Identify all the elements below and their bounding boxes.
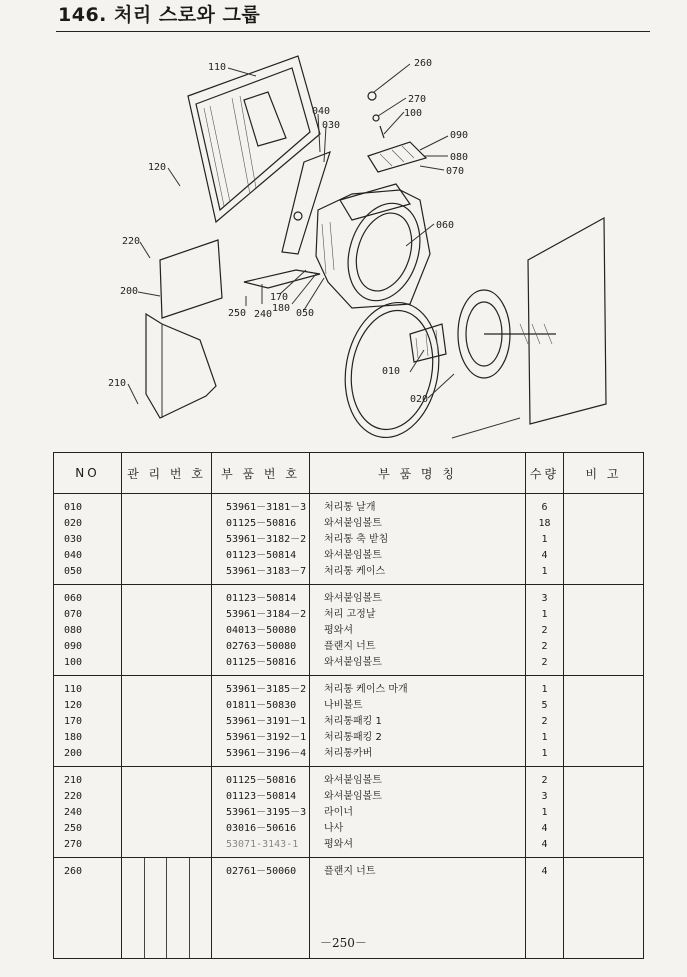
cell-qty: 3 1 2 2 2 [526,585,564,676]
page-number: －250－ [320,936,367,950]
cell-qty: 2 3 1 4 4 [526,767,564,858]
cell-no: 110 120 170 180 200 [54,676,122,767]
cell-part-name: 플랜지 너트 [310,858,526,959]
callout: 040 [312,106,331,117]
table-row-group [54,585,644,676]
header-mgmt-no: 관 리 번 호 [122,453,212,494]
cell-no: 260 [54,858,122,959]
cell-part-no: 02761－50060 [212,858,310,959]
cell-part-name: 와셔붙임볼트 처리 고정날 평와셔 플랜지 너트 와셔붙임볼트 [310,585,526,676]
cell-mgmt [122,585,212,676]
part-shaft-assembly [458,290,556,378]
page-title: 146. 처리 스로와 그룹 [58,4,261,26]
callout: 200 [120,286,139,297]
callout: 180 [272,303,291,314]
callout: 060 [436,220,455,231]
table-row-group [54,494,644,585]
header-qty: 수량 [526,453,564,494]
part-170-packing [244,270,320,288]
callout: 090 [450,130,469,141]
callout: 250 [228,308,247,319]
part-050-case [316,184,432,310]
callout: 070 [446,166,465,177]
cell-no: 060 070 080 090 100 [54,585,122,676]
cell-no: 210 220 240 250 270 [54,767,122,858]
callout: 010 [382,366,401,377]
cell-qty: 1 5 2 1 1 [526,676,564,767]
part-100-bolt [380,126,384,138]
cell-part-name: 처리통 날개 와셔붙임볼트 처리통 축 받침 와셔붙임볼트 처리통 케이스 [310,494,526,585]
callout: 030 [322,120,341,131]
callout: 020 [410,394,429,405]
cell-remark [564,858,644,959]
frame-rod [452,418,520,438]
part-200-cover [146,240,222,418]
callout: 100 [404,108,423,119]
callout: 220 [122,236,141,247]
cell-no: 010 020 030 040 050 [54,494,122,585]
header-part-name: 부 품 명 칭 [310,453,526,494]
part-110-cover-panel [188,56,320,222]
exploded-parts-diagram [0,34,687,452]
cell-remark [564,585,644,676]
callout: 080 [450,152,469,163]
callout: 050 [296,308,315,319]
callout: 120 [148,162,167,173]
cell-part-no: 53961－3185－2 01811－50830 53961－3191－1 53961－3192－1 53961－3196－4 [212,676,310,767]
cell-mgmt [122,767,212,858]
cell-remark [564,494,644,585]
cell-mgmt [122,494,212,585]
table-row-group [54,767,644,858]
table-header-row [54,453,644,494]
cell-mgmt [122,676,212,767]
cell-qty: 6 18 1 4 1 [526,494,564,585]
cell-remark [564,676,644,767]
header-remark: 비 고 [564,453,644,494]
title-rule [56,31,650,32]
cell-mgmt [122,858,212,959]
cell-remark [564,767,644,858]
cell-part-name: 와셔붙임볼트 와셔붙임볼트 라이너 나사 평와셔 [310,767,526,858]
cell-part-no: 01125－50816 01123－50814 53961－3195－3 03016－50616 53071-3143-1 [212,767,310,858]
part-030-bracket [282,152,330,254]
callout: 270 [408,94,427,105]
cell-part-name: 처리통 케이스 마개 나비볼트 처리통패킹 1 처리통패킹 2 처리통카버 [310,676,526,767]
part-frame [528,218,606,424]
part-260-nut [368,92,376,100]
callout: 210 [108,378,127,389]
parts-table [53,452,644,959]
header-part-no: 부 품 번 호 [212,453,310,494]
header-no: NO [54,453,122,494]
cell-part-no: 53961－3181－3 01125－50816 53961－3182－2 01123－50814 53961－3183－7 [212,494,310,585]
cell-qty: 4 [526,858,564,959]
callout: 260 [414,58,433,69]
table-row-group [54,676,644,767]
cell-part-no: 01123－50814 53961－3184－2 04013－50080 02763－50080 01125－50816 [212,585,310,676]
callout: 110 [208,62,227,73]
callout: 170 [270,292,289,303]
part-070-blade [368,142,426,172]
callout: 240 [254,309,273,320]
